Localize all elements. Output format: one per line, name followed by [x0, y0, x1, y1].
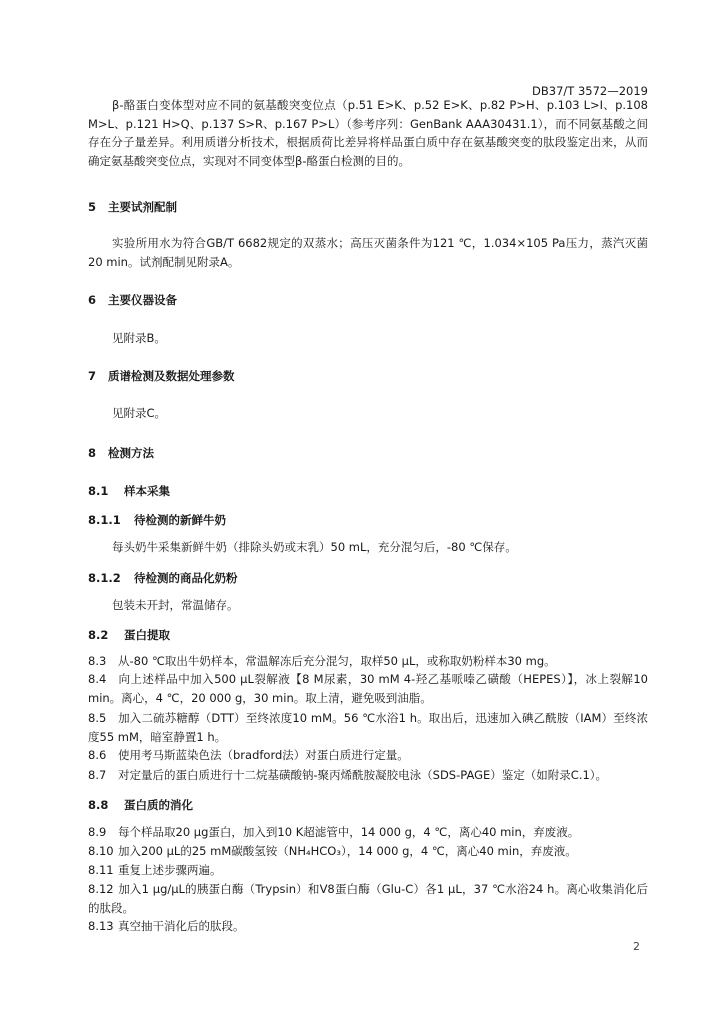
step-number: 8.5	[88, 711, 107, 725]
section-8-1-2-paragraph: 包装未开封，常温储存。	[112, 598, 239, 612]
section-8-1-2-heading	[88, 570, 238, 586]
section-8-1-heading	[88, 483, 170, 499]
step-8-9	[88, 823, 648, 842]
section-8-8-heading	[88, 797, 193, 813]
section-number: 7	[88, 369, 97, 383]
step-text: 对定量后的蛋白质进行十二烷基磺酸钠-聚丙烯酰胺凝胶电泳（SDS-PAGE）鉴定（如附录C.1）。	[118, 768, 608, 782]
step-8-5	[88, 709, 648, 746]
section-title: 蛋白提取	[124, 628, 170, 642]
section-title: 待检测的新鲜牛奶	[134, 513, 226, 527]
standard-code: DB37/T 3572—2019	[532, 84, 648, 98]
section-number: 6	[88, 293, 97, 307]
step-text: 从-80 ℃取出牛奶样本，常温解冻后充分混匀，取样50 μL，或称取奶粉样本30 mg。	[118, 654, 556, 668]
section-6-paragraph: 见附录B。	[112, 331, 166, 345]
step-number: 8.11	[88, 863, 114, 877]
step-8-6	[88, 746, 648, 765]
section-number: 5	[88, 200, 97, 214]
step-8-4	[88, 670, 648, 707]
step-text: 使用考马斯蓝染色法（bradford法）对蛋白质进行定量。	[118, 748, 409, 762]
step-text: 加入200 μL的25 mM碳酸氢铵（NH₄HCO₃），14 000 g，4 ℃，离心40 min，弃废液。	[118, 844, 577, 858]
step-8-10	[88, 842, 648, 861]
section-number: 8.2	[88, 628, 109, 642]
section-number: 8.1	[88, 484, 109, 498]
section-title: 质谱检测及数据处理参数	[108, 369, 235, 383]
section-5-heading	[88, 199, 177, 215]
section-8-heading	[88, 445, 154, 461]
section-title: 主要仪器设备	[108, 293, 177, 307]
step-number: 8.9	[88, 825, 107, 839]
step-number: 8.4	[88, 672, 107, 686]
step-8-11	[88, 861, 648, 880]
section-number: 8.8	[88, 798, 109, 812]
section-title: 待检测的商品化奶粉	[134, 571, 238, 585]
page-number: 2	[633, 940, 640, 953]
section-number: 8.1.1	[88, 513, 121, 527]
step-text: 加入二硫苏糖醇（DTT）至终浓度10 mM。56 ℃水浴1 h。取出后，迅速加入碘乙酰胺（IAM）至终浓度55 mM，暗室静置1 h。	[88, 711, 648, 744]
section-7-paragraph: 见附录C。	[112, 406, 167, 420]
section-8-1-1-heading	[88, 512, 226, 528]
step-number: 8.7	[88, 768, 107, 782]
section-title: 主要试剂配制	[108, 200, 177, 214]
section-8-2-heading	[88, 627, 170, 643]
section-7-heading	[88, 368, 235, 384]
section-number: 8.1.2	[88, 571, 121, 585]
section-6-heading	[88, 292, 177, 308]
step-text: 向上述样品中加入500 μL裂解液【8 M尿素，30 mM 4-羟乙基哌嗪乙磺酸（HEPES）】，冰上裂解10 min。离心，4 ℃，20 000 g，30 min。取上清，避免吸到油脂。	[88, 672, 648, 705]
intro-paragraph: β-酪蛋白变体型对应不同的氨基酸突变位点（p.51 E>K、p.52 E>K、p.82 P>H、p.103 L>I、p.108 M>L、p.121 H>Q、p.137 S>R、p.167 P>L）（参考序列：GenBank AAA30431.1），而不同氨基酸之间存在分子量差异。利用质谱分析技术，根据质荷比差异将样品蛋白质中存在氨基酸突变的肽段鉴定出来，从而确定氨基酸突变位点，实现对不同变体型β-酪蛋白检测的目的。	[88, 98, 648, 168]
step-8-12	[88, 880, 648, 917]
step-number: 8.12	[88, 882, 114, 896]
step-8-3	[88, 652, 648, 671]
section-number: 8	[88, 446, 97, 460]
step-text: 真空抽干消化后的肽段。	[118, 919, 245, 933]
section-title: 蛋白质的消化	[124, 798, 193, 812]
step-number: 8.3	[88, 654, 107, 668]
section-8-1-1-paragraph: 每头奶牛采集新鲜牛奶（排除头奶或末乳）50 mL，充分混匀后，-80 ℃保存。	[112, 540, 517, 554]
step-number: 8.6	[88, 748, 107, 762]
step-8-7	[88, 766, 648, 785]
step-number: 8.10	[88, 844, 114, 858]
step-number: 8.13	[88, 919, 114, 933]
step-text: 重复上述步骤两遍。	[118, 863, 222, 877]
section-5-paragraph: 实验所用水为符合GB/T 6682规定的双蒸水；高压灭菌条件为121 ℃，1.034×105 Pa压力，蒸汽灭菌20 min。试剂配制见附录A。	[88, 236, 648, 269]
step-8-13	[88, 917, 648, 936]
section-title: 检测方法	[108, 446, 154, 460]
step-text: 加入1 μg/μL的胰蛋白酶（Trypsin）和V8蛋白酶（Glu-C）各1 μL，37 ℃水浴24 h。离心收集消化后的肽段。	[88, 882, 648, 915]
step-text: 每个样品取20 μg蛋白，加入到10 K超滤管中，14 000 g，4 ℃，离心40 min，弃废液。	[118, 825, 580, 839]
section-title: 样本采集	[124, 484, 170, 498]
